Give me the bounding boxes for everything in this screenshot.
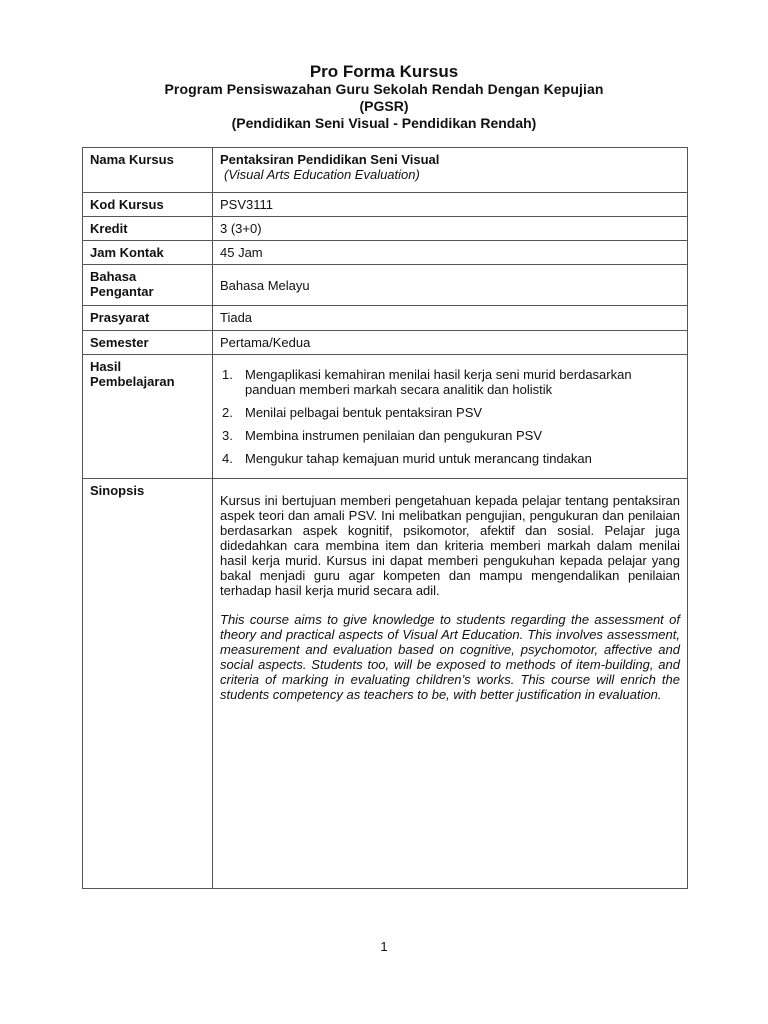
label-hasil-pembelajaran (83, 355, 213, 479)
learning-outcome-item (220, 428, 680, 443)
document-title: Pro Forma Kursus (309, 62, 459, 81)
program-name: Program Pensiswazahan Guru Sekolah Rendah Dengan Kepujian (164, 81, 604, 97)
program-abbreviation: (PGSR) (359, 98, 409, 114)
label-hasil-line2: Pembelajaran (90, 374, 175, 389)
label-prasyarat: Prasyarat (83, 306, 213, 331)
label-jam-kontak: Jam Kontak (83, 241, 213, 265)
label-semester: Semester (83, 331, 213, 355)
row-prasyarat (83, 306, 688, 331)
value-kredit: 3 (3+0) (213, 217, 688, 241)
row-nama-kursus (83, 148, 688, 193)
row-hasil-pembelajaran (83, 355, 688, 479)
value-bahasa-pengantar: Bahasa Melayu (213, 265, 688, 306)
label-nama-kursus: Nama Kursus (83, 148, 213, 193)
label-hasil-line1: Hasil (90, 359, 122, 374)
course-name-bm: Pentaksiran Pendidikan Seni Visual (220, 152, 440, 167)
row-bahasa-pengantar (83, 265, 688, 306)
course-name-en: (Visual Arts Education Evaluation) (224, 167, 420, 182)
page-number: 1 (380, 939, 388, 954)
label-sinopsis: Sinopsis (83, 479, 213, 889)
outcome-text: Menilai pelbagai bentuk pentaksiran PSV (245, 405, 483, 420)
learning-outcome-item (220, 367, 680, 397)
learning-outcomes-list (220, 367, 680, 466)
outcome-text: Membina instrumen penilaian dan pengukuran PSV (245, 428, 543, 443)
synopsis-english: This course aims to give knowledge to students regarding the assessment of theory and practical aspects of Visual Art Education. This involves assessment, measurement and evaluation based on cognitive, psychomotor, affective and social aspects. Students too, will be exposed to methods of item-building, and criteria of marking in evaluating children’s works. This course will enrich the students competency as teachers to be, with better justification in evaluation. (220, 612, 680, 702)
value-hasil-pembelajaran (213, 355, 688, 479)
program-specialisation: (Pendidikan Seni Visual - Pendidikan Rendah) (231, 115, 537, 131)
outcome-number: 2. (222, 405, 233, 420)
outcome-text: Mengukur tahap kemajuan murid untuk merancang tindakan (245, 451, 592, 466)
value-semester: Pertama/Kedua (213, 331, 688, 355)
outcome-number: 3. (222, 428, 233, 443)
learning-outcome-item (220, 405, 680, 420)
value-jam-kontak: 45 Jam (213, 241, 688, 265)
label-bahasa-pengantar-line1: Bahasa (90, 269, 137, 284)
label-bahasa-pengantar (83, 265, 213, 306)
learning-outcome-item (220, 451, 680, 466)
label-kod-kursus: Kod Kursus (83, 193, 213, 217)
row-sinopsis (83, 479, 688, 889)
synopsis-malay: Kursus ini bertujuan memberi pengetahuan kepada pelajar tentang pentaksiran aspek teori dan amali PSV. Ini melibatkan pengujian, pengukuran dan penilaian berdasarkan aspek kognitif, psikomotor, afektif dan sosial. Pelajar juga didedahkan cara membina item dan kriteria memberi markah dalam menilai hasil kerja murid. Kursus ini dapat memberi pengukuhan kepada pelajar yang bakal menjadi guru agar kompeten dan mampu mengendalikan penilaian terhadap hasil kerja murid secara adil. (220, 493, 680, 598)
course-proforma-table (82, 147, 688, 889)
row-kod-kursus (83, 193, 688, 217)
outcome-number: 4. (222, 451, 233, 466)
outcome-number: 1. (222, 367, 233, 382)
value-sinopsis (213, 479, 688, 889)
value-prasyarat: Tiada (213, 306, 688, 331)
row-kredit (83, 217, 688, 241)
label-bahasa-pengantar-line2: Pengantar (90, 284, 154, 299)
row-semester (83, 331, 688, 355)
outcome-text: Mengaplikasi kemahiran menilai hasil kerja seni murid berdasarkan panduan memberi markah secara analitik dan holistik (245, 367, 632, 397)
label-kredit: Kredit (83, 217, 213, 241)
row-jam-kontak (83, 241, 688, 265)
value-nama-kursus (213, 148, 688, 193)
value-kod-kursus: PSV3111 (213, 193, 688, 217)
